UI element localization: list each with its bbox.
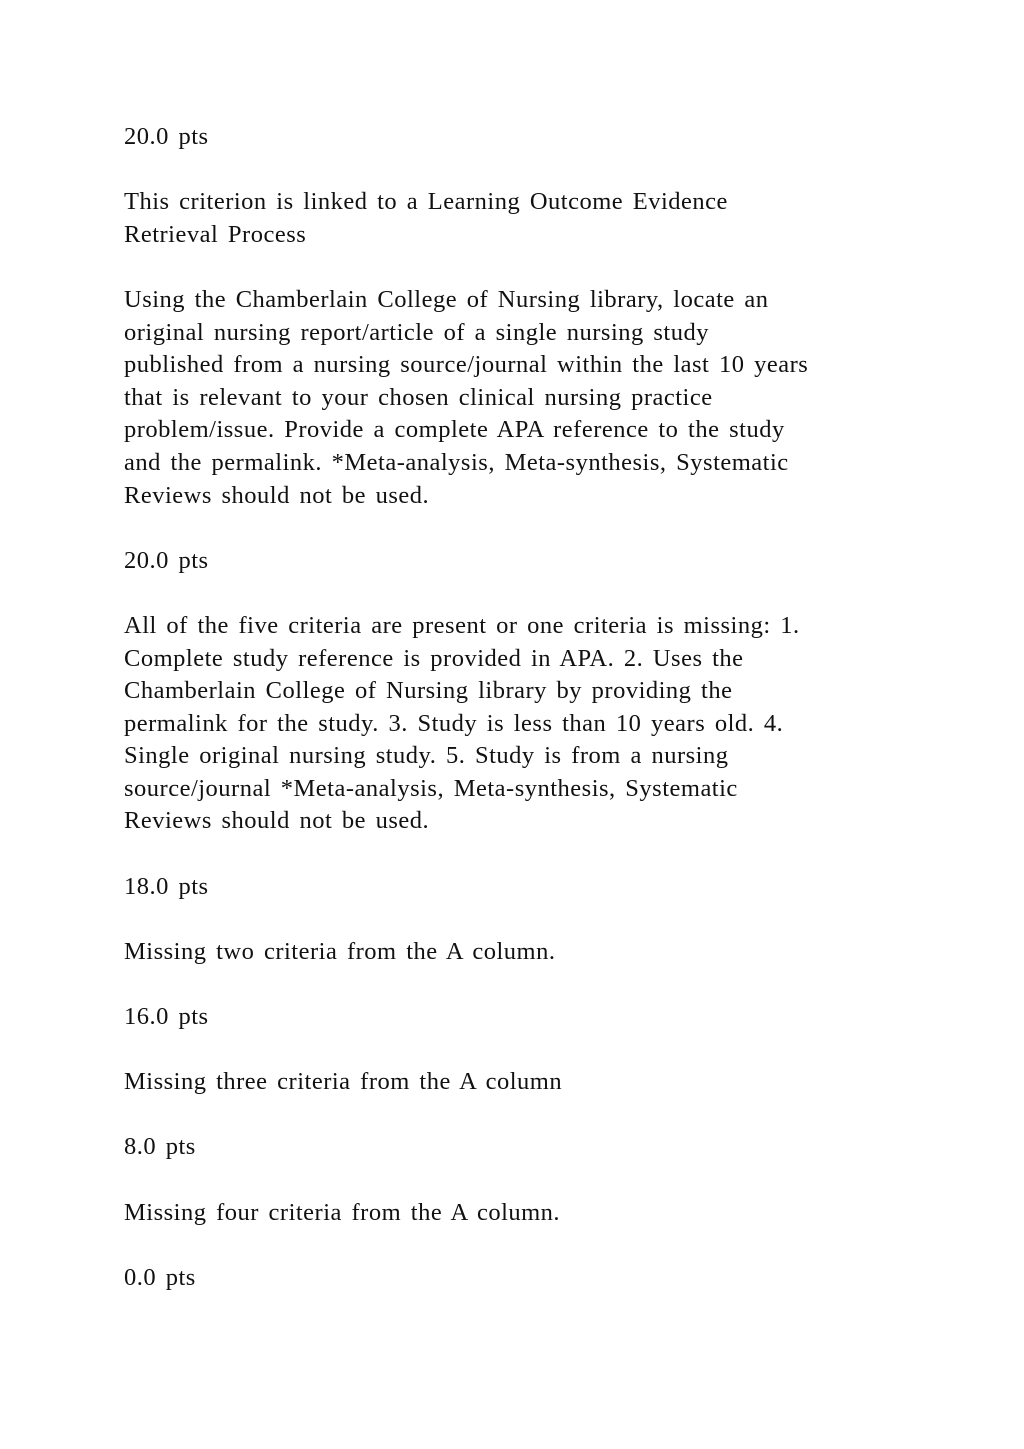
rating-description: Missing three criteria from the A column (124, 1068, 563, 1096)
document-page (124, 121, 904, 1327)
points-value: 20.0 pts (124, 546, 209, 574)
rating-description: Missing two criteria from the A column. (124, 937, 556, 965)
criterion-description: Using the Chamberlain College of Nursing library, locate an original nursing report/article of a single nursing study published from a nursing source/journal within the last 10 years that is relevant to your chosen clinical nursing practice problem/issue. Provide a complete APA reference to the study and the permalink. *Meta-analysis, Meta-synthesis, Systematic Reviews should not be used. (124, 285, 809, 509)
points-value: 16.0 pts (124, 1003, 209, 1031)
rating-description: All of the five criteria are present or one criteria is missing: 1. Complete study reference is provided in APA. 2. Uses the Chamberlain College of Nursing library by providing the permalink for the study. 3. Study is less than 10 years old. 4. Single original nursing study. 5. Study is from a nursing source/journal *Meta-analysis, Meta-synthesis, Systematic Reviews should not be used. (124, 611, 800, 835)
rating-description: Missing four criteria from the A column. (124, 1198, 561, 1226)
points-value: 8.0 pts (124, 1133, 196, 1161)
points-value: 0.0 pts (124, 1263, 196, 1291)
points-value: 18.0 pts (124, 872, 209, 900)
points-value: 20.0 pts (124, 123, 209, 150)
criterion-title: This criterion is linked to a Learning Outcome Evidence Retrieval Process (124, 188, 728, 248)
